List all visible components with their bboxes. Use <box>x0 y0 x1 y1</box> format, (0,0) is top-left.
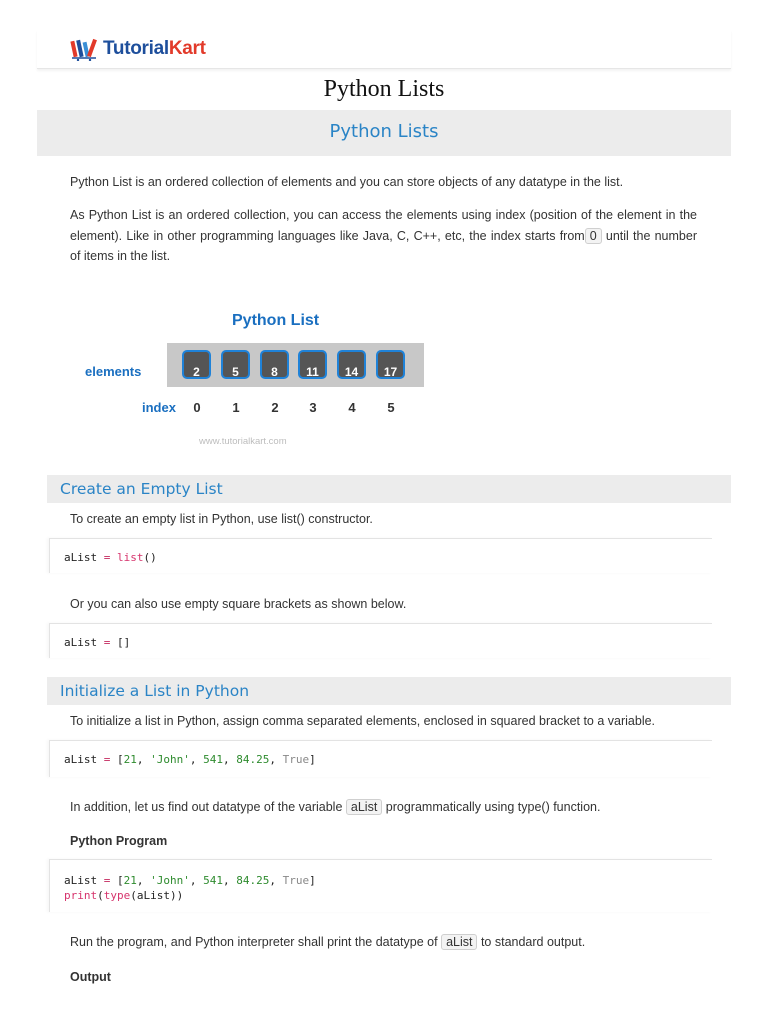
list-index-label: 2 <box>271 400 279 415</box>
empty-list-text-1: To create an empty list in Python, use list() constructor. <box>70 512 373 526</box>
section-title-initialize-list: Initialize a List in Python <box>60 682 250 700</box>
list-index-label: 4 <box>348 400 356 415</box>
diagram-watermark: www.tutorialkart.com <box>199 436 287 447</box>
code-line: aList = [21, 'John', 541, 84.25, True] <box>64 753 316 766</box>
code-line: aList = list() <box>64 551 157 564</box>
empty-list-text-2: Or you can also use empty square brackets as shown below. <box>70 597 407 611</box>
list-element-cell: 2 <box>182 350 211 379</box>
code-line: aList = [] <box>64 636 131 649</box>
list-element-cell: 11 <box>298 350 327 379</box>
init-list-text-2: In addition, let us find out datatype of the variable aList programmatically using type() function. <box>70 800 601 814</box>
code-block-empty-list-2 <box>49 623 712 658</box>
list-index-label: 3 <box>309 400 317 415</box>
intro-p2-before: As Python List is an ordered collection, you can access the elements using index (position of the element in the element). Like in other programming languages like Java, C, C++, etc, the index starts from <box>70 208 697 243</box>
site-header <box>37 30 731 69</box>
diagram-index-label: index <box>142 400 176 415</box>
code-line: aList = [21, 'John', 541, 84.25, True] <box>64 874 316 887</box>
page-title: Python Lists <box>323 76 445 102</box>
logo-icon[interactable] <box>70 37 100 61</box>
output-label: Output <box>70 970 111 984</box>
diagram-title: Python List <box>232 312 320 329</box>
code-line: print(type(aList)) <box>64 889 184 902</box>
hero-heading: Python Lists <box>329 121 439 142</box>
init-list-text-3: Run the program, and Python interpreter shall print the datatype of aList to standard output. <box>70 935 586 949</box>
section-title-empty-list: Create an Empty List <box>60 480 223 498</box>
list-element-cell: 14 <box>337 350 366 379</box>
list-element-cell: 5 <box>221 350 250 379</box>
list-element-cell: 8 <box>260 350 289 379</box>
inline-code-alist: aList <box>346 799 382 815</box>
intro-paragraph-1: Python List is an ordered collection of elements and you can store objects of any datatype in the list. <box>70 175 624 189</box>
logo-part-kart: Kart <box>168 38 206 59</box>
list-index-label: 1 <box>232 400 240 415</box>
list-index-label: 5 <box>387 400 395 415</box>
inline-code-alist-2: aList <box>441 934 477 950</box>
intro-p2-after: until the number of items in the list. <box>70 228 697 263</box>
init-list-text-1: To initialize a list in Python, assign comma separated elements, enclosed in squared bracket to a variable. <box>70 714 656 728</box>
logo-wordmark[interactable] <box>103 38 206 60</box>
inline-code-zero: 0 <box>585 228 602 244</box>
list-element-cell: 17 <box>376 350 405 379</box>
python-program-label: Python Program <box>70 834 168 848</box>
intro-paragraph-2 <box>70 205 697 267</box>
diagram-elements-label: elements <box>85 364 142 379</box>
logo-part-tutorial: Tutorial <box>103 38 169 59</box>
list-index-label: 0 <box>193 400 201 415</box>
